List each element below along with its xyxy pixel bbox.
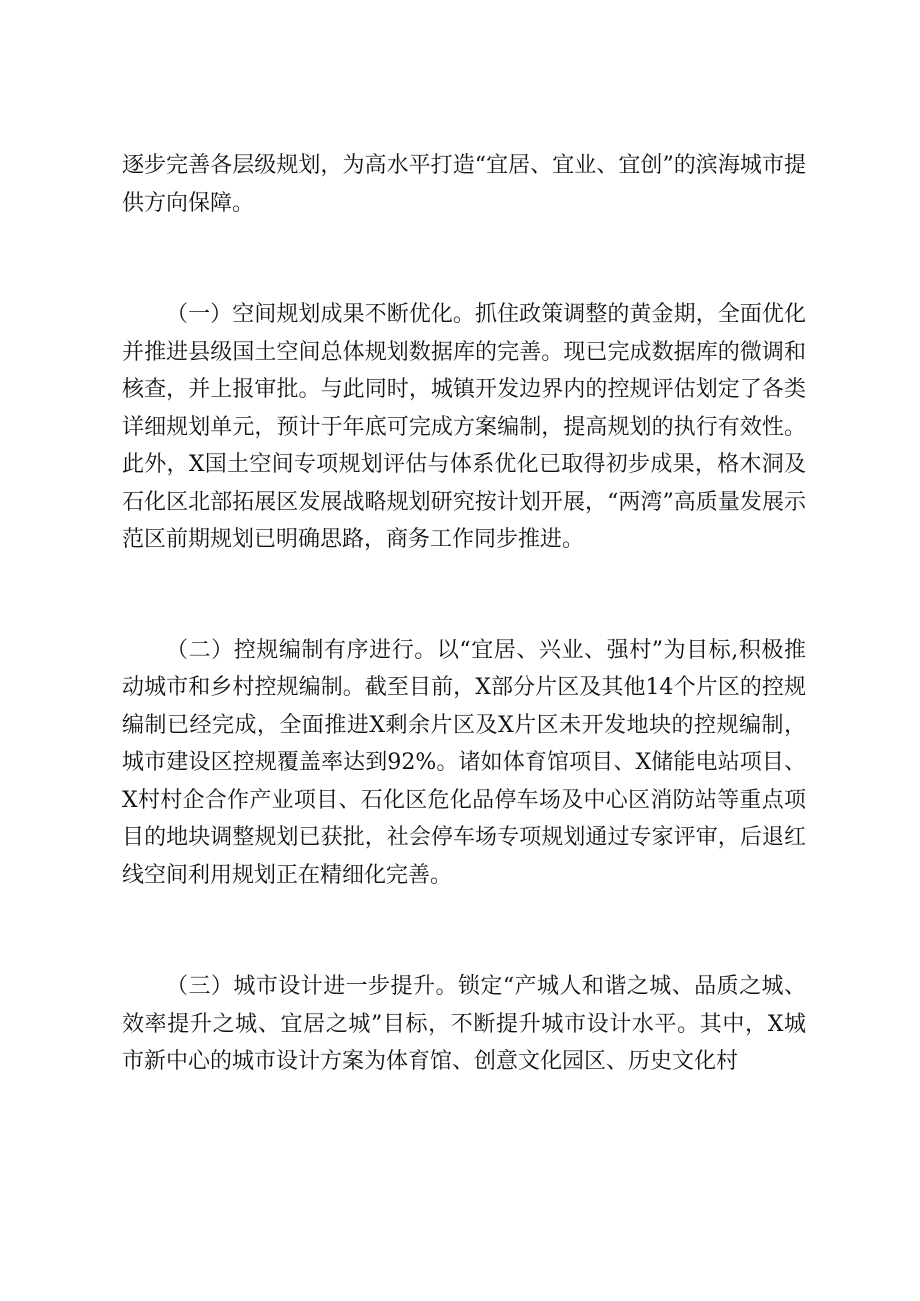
paragraph-regulatory-planning: （二）控规编制有序进行。以“宜居、兴业、强村”为目标,积极推动城市和乡村控规编制。截至目前，X部分片区及其他14个片区的控规编制已经完成，全面推进X剩余片区及X片区未开发地块的控规编制，城市建设区控规覆盖率达到92%。诸如体育馆项目、X储能电站项目、X村村企合作产业项目、石化区危化品停车场及中心区消防站等重点项目的地块调整规划已获批，社会停车场专项规划通过专家评审，后退红线空间利用规划正在精细化完善。 [122, 637, 806, 888]
paragraph-spatial-planning: （一）空间规划成果不断优化。抓住政策调整的黄金期，全面优化并推进县级国土空间总体规划数据库的完善。现已完成数据库的微调和核查，并上报审批。与此同时，城镇开发边界内的控规评估划定了各类详细规划单元，预计于年底可完成方案编制，提高规划的执行有效性。此外，X国土空间专项规划评估与体系优化已取得初步成果，格木洞及石化区北部拓展区发展战略规划研究按计划开展，“两湾”高质量发展示范区前期规划已明确思路，商务工作同步推进。 [122, 302, 806, 552]
paragraph-continuation: 逐步完善各层级规划，为高水平打造“宜居、宜业、宜创”的滨海城市提供方向保障。 [122, 153, 806, 216]
document-page [122, 147, 806, 1081]
paragraph-urban-design: （三）城市设计进一步提升。锁定“产城人和谐之城、品质之城、效率提升之城、宜居之城”目标，不断提升城市设计水平。其中，X城市新中心的城市设计方案为体育馆、创意文化园区、历史文化村 [122, 974, 806, 1074]
